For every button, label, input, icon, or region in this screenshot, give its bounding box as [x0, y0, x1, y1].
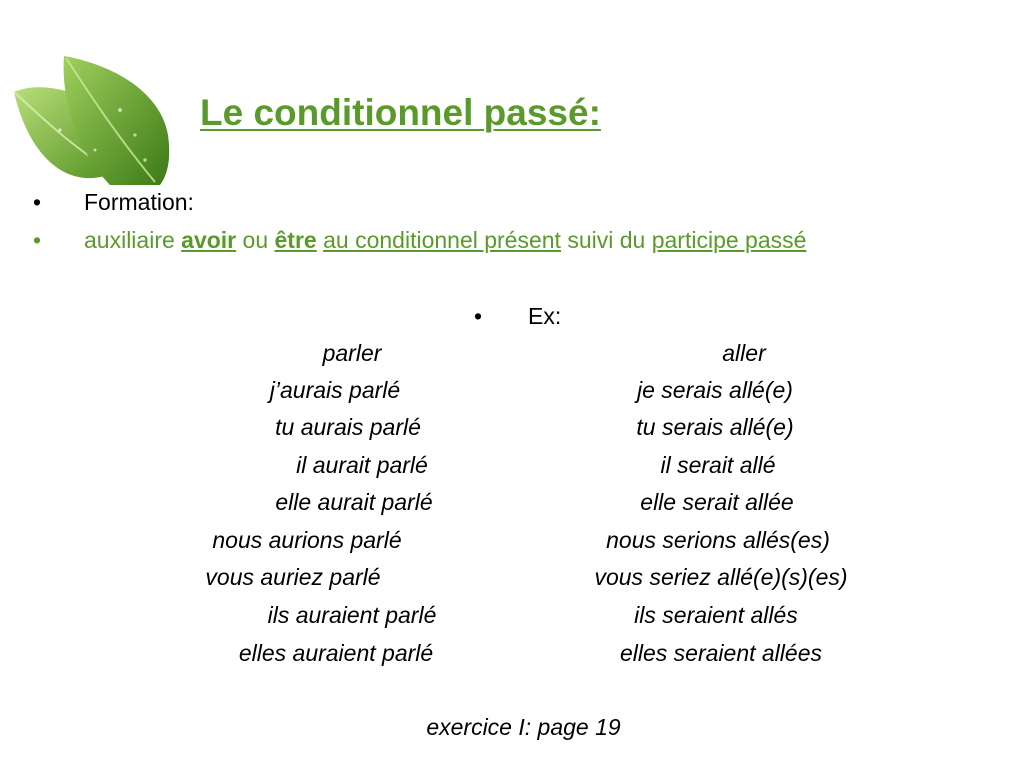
bullet-dot: • — [33, 227, 42, 253]
conjugation-right-line: nous serions allés(es) — [606, 527, 830, 553]
conjugation-left-line: ils auraient parlé — [267, 602, 437, 628]
example-label: Ex: — [528, 303, 562, 329]
slide-title: Le conditionnel passé: — [200, 92, 601, 133]
aux-word-suivi: suivi du — [567, 227, 646, 253]
conjugation-right-line: vous seriez allé(e)(s)(es) — [594, 564, 848, 590]
aux-word-avoir: avoir — [181, 227, 237, 253]
conjugation-left-line: elle aurait parlé — [275, 489, 433, 515]
conjugation-right-line: tu serais allé(e) — [636, 414, 794, 440]
conjugation-left-line: tu aurais parlé — [275, 414, 421, 440]
aux-phrase-participe: participe passé — [651, 227, 807, 253]
conjugation-right-line: elles seraient allées — [619, 640, 822, 666]
conjugation-left-line: j’aurais parlé — [269, 377, 401, 403]
conjugation-left-line: il aurait parlé — [296, 452, 428, 478]
conjugation-right-line: ils seraient allés — [634, 602, 798, 628]
conjugation-right-line: il serait allé — [660, 452, 776, 478]
aux-word-1: auxiliaire — [84, 227, 175, 253]
aux-word-ou: ou — [242, 227, 269, 253]
conjugation-left-line: parler — [322, 340, 382, 366]
leaf-illustration — [0, 50, 172, 185]
bullet-dot: • — [33, 189, 42, 215]
conjugation-left-line: vous auriez parlé — [205, 564, 381, 590]
aux-phrase-conditionnel: au conditionnel présent — [323, 227, 561, 253]
bullet-dot: • — [474, 303, 483, 329]
exercise-reference: exercice I: page 19 — [426, 714, 621, 740]
bullet-auxiliary-rule — [33, 227, 806, 254]
bullet-example — [474, 303, 561, 330]
aux-word-etre: être — [274, 227, 317, 253]
conjugation-left-line: nous aurions parlé — [212, 527, 402, 553]
conjugation-right-line: je serais allé(e) — [637, 377, 793, 403]
conjugation-left-line: elles auraient parlé — [238, 640, 434, 666]
bullet-formation — [33, 189, 194, 216]
formation-label: Formation: — [84, 189, 194, 215]
conjugation-right-line: elle serait allée — [640, 489, 794, 515]
conjugation-right-line: aller — [722, 340, 766, 366]
